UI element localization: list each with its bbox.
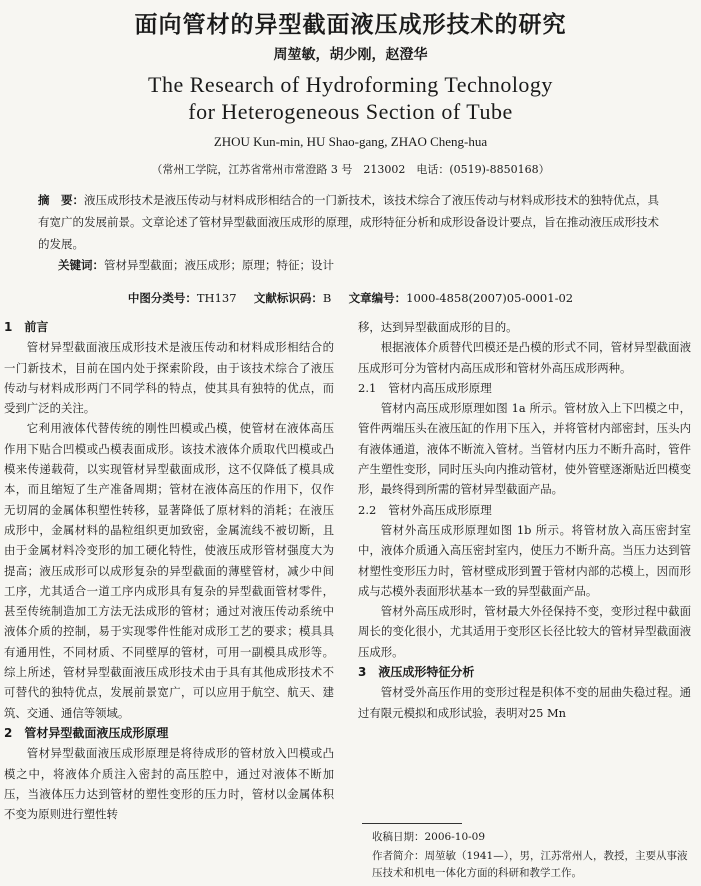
paragraph: 管材内高压成形原理如图 1a 所示。管材放入上下凹模之中，管件两端压头在液压缸的作用下压入，并将管材内部密封，压头内有液体通道，液体不断流入管材。当管材内压力不断升高时，管件产生塑性变形，同时压头向内推动管材，使外管壁逐渐贴近凹模变形，最终得到所需的管材异型截面产品。 <box>358 401 691 497</box>
keywords <box>58 257 668 273</box>
author-bio: 作者简介：周堃敏（1941—），男，江苏常州人，教授，主要从事液压技术和机电一体化方面的科研和教学工作。 <box>372 850 688 879</box>
section-title: 前言 <box>24 320 49 334</box>
section-title: 管材外高压成形原理 <box>388 502 492 517</box>
abstract-text: 液压成形技术是液压传动与材料成形相结合的一门新技术，该技术综合了液压传动与材料成形技术的独特优点，具有宽广的发展前景。文章论述了管材异型截面液压成形的原理，成形特征分析和成形设备设计要点，旨在推动液压成形技术的发展。 <box>38 193 659 251</box>
section-number: 2.2 <box>358 502 377 517</box>
subsection-heading-2-1 <box>358 378 691 398</box>
section-number: 2 <box>4 725 13 740</box>
abstract-label: 摘 要： <box>38 193 84 207</box>
chinese-authors: 周堃敏，胡少刚，赵澄华 <box>273 47 428 63</box>
footnote-divider <box>362 823 462 824</box>
clc-value: TH137 <box>196 291 237 305</box>
section-heading-2 <box>4 723 334 743</box>
paragraph: 管材异型截面液压成形原理是将待成形的管材放入凹模或凸模之中，将液体介质注入密封的高压腔中，通过对液体不断加压，当液体压力达到管材的塑性变形的压力时，管材以金属体积不变为原则进行塑性转 <box>4 746 334 822</box>
paragraph: 它利用液体代替传统的刚性凹模或凸模，使管材在液体高压作用下贴合凹模或凸模表面成形。该技术液体介质取代凹模或凸模来传递载荷，以实现管材异型截面成形，这不仅降低了模具成本，而且缩短了生产准备周期；管材在液体高压的作用下，仅作无切屑的金属体积塑性转移，显著降低了原材料的消耗；在液压成形中，金属材料的晶粒组织更加致密，金属流线不被切断，且由于金属材料冷变形的加工硬化特性，使液压成形管材强度大为提高；液压成形可以成形复杂的异型截面的薄壁管材，减少中间工序，尤其适合一道工序内成形具有复杂的异型截面管材零件，甚至传统制造加工方法无法成形的管材；通过对液压传动系统中液体介质的控制，易于实现零件性能对成形工艺的要求；模具具有通用性，不同材质、不同壁厚的管材，可用一副模具成形等。综上所述，管材异型截面液压成形技术由于具有其他成形技术不可替代的独特优点，发展前景宽广，可以应用于航空、航天、建筑、交通、通信等领域。 <box>4 421 334 720</box>
paragraph: 管材外高压成形时，管材最大外径保持不变，变形过程中截面周长的变化很小，尤其适用于变形区长径比较大的管材异型截面液压成形。 <box>358 604 691 659</box>
subsection-heading-2-2 <box>358 500 691 520</box>
english-title-line2: for Heterogeneous Section of Tube <box>188 99 513 124</box>
paragraph: 管材异型截面液压成形技术是液压传动和材料成形相结合的一门新技术，目前在国内处于探索阶段，由于该技术综合了液压传动与材料成形两门不同学科的特点，使其具有独特的优点，而受到广泛的关注。 <box>4 340 334 416</box>
article-number-label: 文章编号： <box>348 291 407 305</box>
keywords-label: 关键词： <box>58 258 104 272</box>
section-heading-3 <box>358 662 691 682</box>
left-column <box>4 317 334 824</box>
english-title-line1: The Research of Hydroforming Technology <box>148 72 553 97</box>
paragraph: 管材受外高压作用的变形过程是积体不变的屈曲失稳过程。通过有限元模拟和成形试验，表明对25 Mn <box>358 685 691 720</box>
section-number: 2.1 <box>358 380 377 395</box>
doc-code-label: 文献标识码： <box>253 291 323 305</box>
doc-code-value: B <box>322 291 332 305</box>
paragraph: 根据液体介质替代凹模还是凸模的形式不同，管材异型截面液压成形可分为管材内高压成形和管材外高压成形两种。 <box>358 340 691 375</box>
right-column <box>358 317 691 723</box>
section-title: 管材内高压成形原理 <box>388 380 492 395</box>
english-authors: ZHOU Kun-min, HU Shao-gang, ZHAO Cheng-hua <box>213 134 488 149</box>
section-heading-1 <box>4 317 334 337</box>
keywords-text: 管材异型截面；液压成形；原理；特征；设计 <box>104 258 334 272</box>
classification-line <box>0 290 701 306</box>
chinese-title: 面向管材的异型截面液压成形技术的研究 <box>134 12 567 38</box>
section-title: 液压成形特征分析 <box>378 665 475 680</box>
affiliation: （常州工学院，江苏省常州市常澄路 3 号 213002 电话：(0519)-8850168） <box>151 163 550 176</box>
received-date: 收稿日期：2006-10-09 <box>372 831 486 843</box>
section-title: 管材异型截面液压成形原理 <box>24 725 169 740</box>
section-number: 3 <box>358 665 367 680</box>
article-number-value: 1000-4858(2007)05-0001-02 <box>406 291 574 305</box>
abstract <box>38 189 668 255</box>
paragraph: 管材外高压成形原理如图 1b 所示。将管材放入高压密封室中，液体介质通入高压密封室内，使压力不断升高。当压力达到管材塑性变形压力时，管材壁成形到置于管材内部的芯模上，因而形成与芯模外表面形状基本一致的异型截面产品。 <box>358 522 691 598</box>
clc-label: 中图分类号： <box>127 291 197 305</box>
section-number: 1 <box>4 320 13 334</box>
paragraph: 移，达到异型截面成形的目的。 <box>358 320 518 334</box>
